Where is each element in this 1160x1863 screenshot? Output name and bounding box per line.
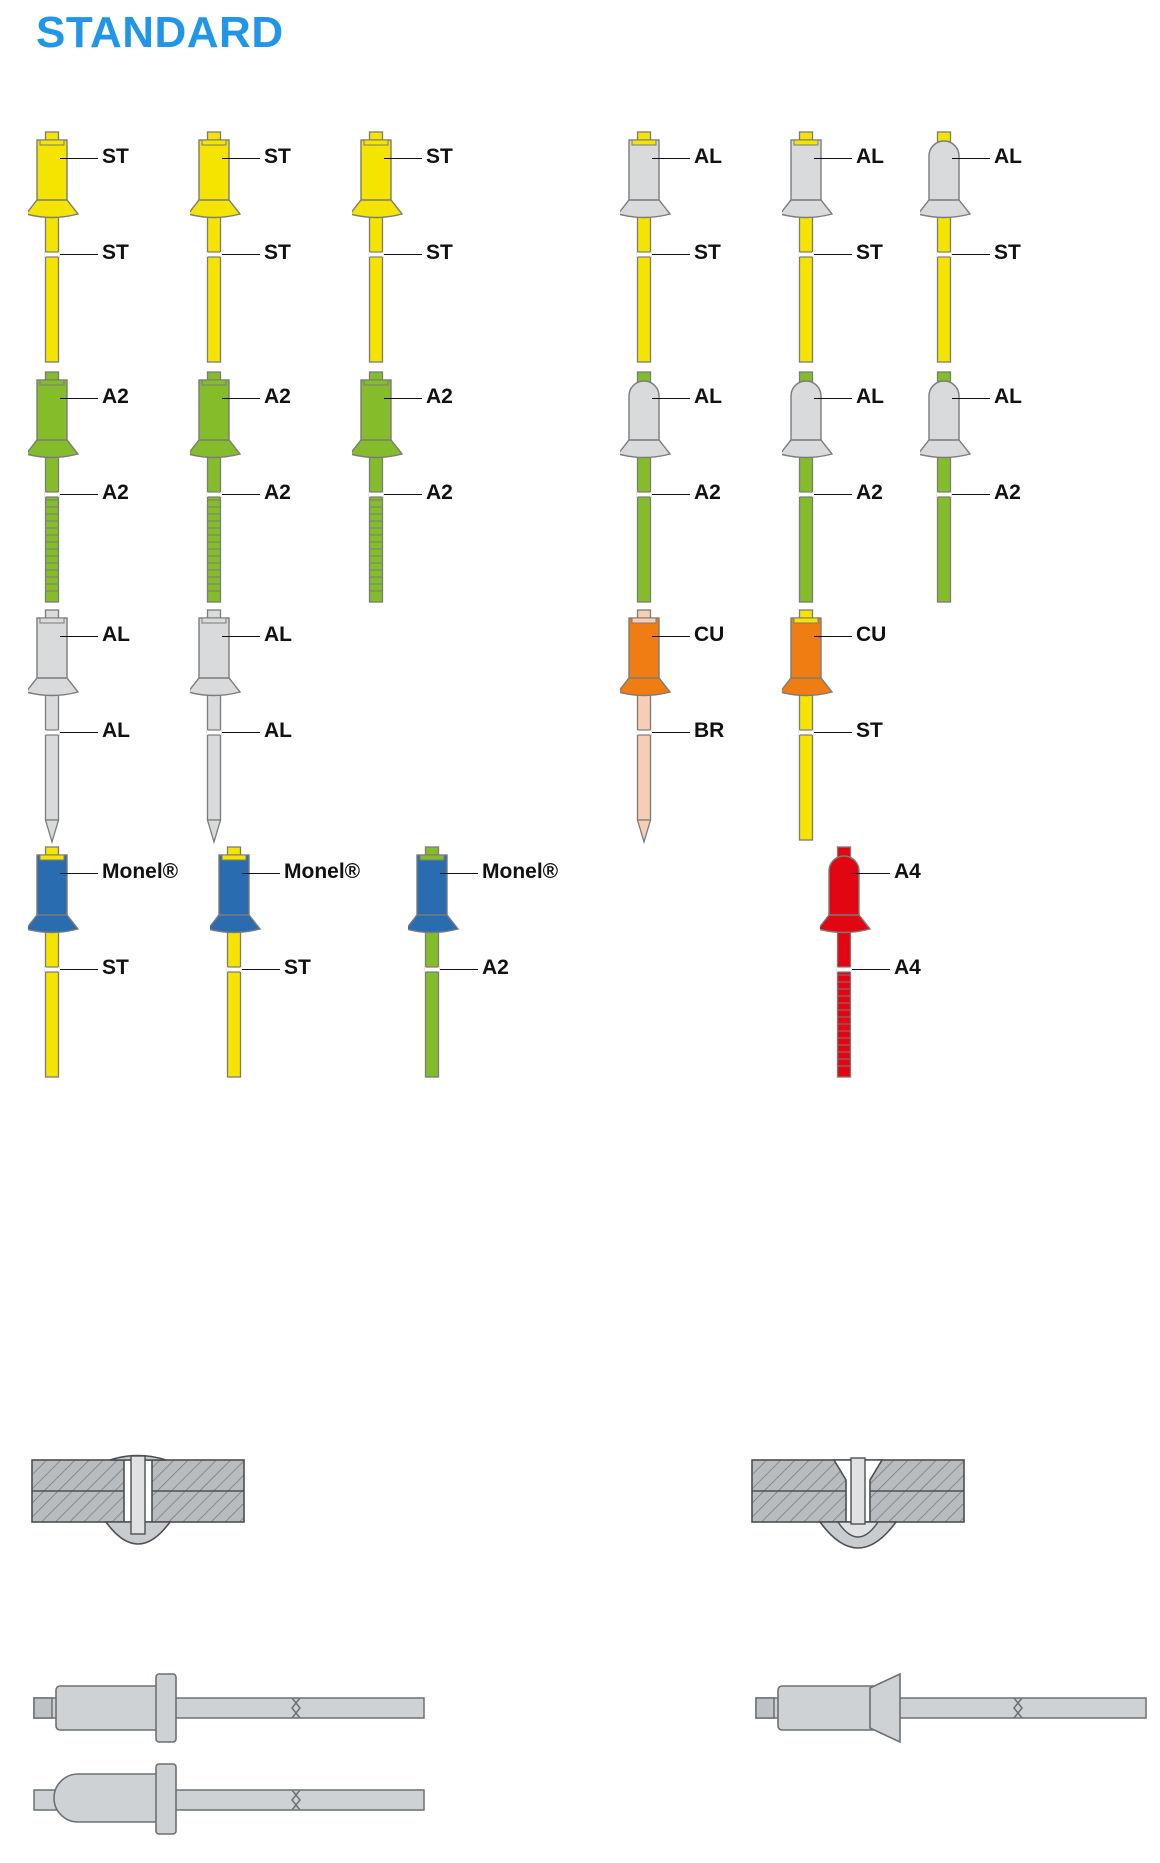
leader-line-r10-body	[652, 398, 690, 399]
leader-line-r16-mandrel	[814, 732, 852, 733]
leader-line-r1-body	[60, 158, 98, 159]
leader-line-r14-mandrel	[222, 732, 260, 733]
leader-line-r11-mandrel	[814, 494, 852, 495]
leader-line-r1-mandrel	[60, 254, 98, 255]
material-label-r1-mandrel: ST	[102, 241, 129, 264]
rivet-drawing	[782, 608, 852, 838]
material-label-r19-body: Monel®	[482, 860, 559, 883]
material-label-r4-mandrel: ST	[694, 241, 721, 264]
leader-line-r18-body	[242, 873, 280, 874]
material-label-r2-body: ST	[264, 145, 291, 168]
material-label-r19-mandrel: A2	[482, 956, 509, 979]
leader-line-r12-mandrel	[952, 494, 990, 495]
rivet-r20	[820, 845, 990, 1075]
leader-line-r12-body	[952, 398, 990, 399]
material-label-r9-mandrel: A2	[426, 481, 453, 504]
leader-line-r13-mandrel	[60, 732, 98, 733]
set-rivet-section-countersunk-head	[748, 1450, 968, 1590]
material-label-r12-mandrel: A2	[994, 481, 1021, 504]
rivet-r1	[28, 130, 198, 360]
rivet-r9	[352, 370, 522, 600]
rivet-side-view-countersunk-head	[748, 1672, 1148, 1744]
rivet-side-view-flat-head	[26, 1672, 426, 1744]
rivet-r7	[28, 370, 198, 600]
material-label-r6-body: AL	[994, 145, 1022, 168]
material-label-r11-mandrel: A2	[856, 481, 883, 504]
material-label-r10-body: AL	[694, 385, 722, 408]
material-label-r14-body: AL	[264, 623, 292, 646]
material-label-r5-body: AL	[856, 145, 884, 168]
rivet-drawing	[782, 370, 852, 600]
rivet-r14	[190, 608, 360, 838]
leader-line-r15-mandrel	[652, 732, 690, 733]
material-label-r17-mandrel: ST	[102, 956, 129, 979]
leader-line-r6-mandrel	[952, 254, 990, 255]
leader-line-r5-mandrel	[814, 254, 852, 255]
leader-line-r6-body	[952, 158, 990, 159]
material-label-r5-mandrel: ST	[856, 241, 883, 264]
leader-line-r8-body	[222, 398, 260, 399]
material-label-r14-mandrel: AL	[264, 719, 292, 742]
rivet-r19	[408, 845, 578, 1075]
leader-line-r2-body	[222, 158, 260, 159]
rivet-r3	[352, 130, 522, 360]
leader-line-r2-mandrel	[222, 254, 260, 255]
material-label-r9-body: A2	[426, 385, 453, 408]
material-label-r8-mandrel: A2	[264, 481, 291, 504]
leader-line-r10-mandrel	[652, 494, 690, 495]
rivet-drawing	[28, 608, 98, 838]
rivet-drawing	[190, 130, 260, 360]
material-label-r6-mandrel: ST	[994, 241, 1021, 264]
rivet-r4	[620, 130, 790, 360]
material-label-r13-mandrel: AL	[102, 719, 130, 742]
leader-line-r11-body	[814, 398, 852, 399]
material-label-r8-body: A2	[264, 385, 291, 408]
rivet-drawing	[820, 845, 890, 1075]
material-label-r3-body: ST	[426, 145, 453, 168]
leader-line-r7-mandrel	[60, 494, 98, 495]
leader-line-r14-body	[222, 636, 260, 637]
rivet-drawing	[408, 845, 478, 1075]
leader-line-r16-body	[814, 636, 852, 637]
material-label-r4-body: AL	[694, 145, 722, 168]
material-label-r1-body: ST	[102, 145, 129, 168]
material-label-r17-body: Monel®	[102, 860, 179, 883]
rivet-r13	[28, 608, 198, 838]
leader-line-r20-body	[852, 873, 890, 874]
material-label-r15-mandrel: BR	[694, 719, 725, 742]
leader-line-r15-body	[652, 636, 690, 637]
leader-line-r20-mandrel	[852, 969, 890, 970]
rivet-side-view-dome-head	[26, 1760, 426, 1840]
material-label-r7-mandrel: A2	[102, 481, 129, 504]
rivet-drawing	[620, 608, 690, 838]
rivet-drawing	[920, 370, 990, 600]
material-label-r12-body: AL	[994, 385, 1022, 408]
material-label-r20-body: A4	[894, 860, 921, 883]
rivet-r10	[620, 370, 790, 600]
rivet-r6	[920, 130, 1090, 360]
leader-line-r19-body	[440, 873, 478, 874]
material-label-r10-mandrel: A2	[694, 481, 721, 504]
material-label-r2-mandrel: ST	[264, 241, 291, 264]
rivet-drawing	[28, 845, 98, 1075]
leader-line-r4-body	[652, 158, 690, 159]
material-label-r13-body: AL	[102, 623, 130, 646]
leader-line-r17-body	[60, 873, 98, 874]
material-label-r18-body: Monel®	[284, 860, 361, 883]
material-label-r7-body: A2	[102, 385, 129, 408]
material-label-r3-mandrel: ST	[426, 241, 453, 264]
rivet-drawing	[28, 130, 98, 360]
leader-line-r13-body	[60, 636, 98, 637]
rivet-drawing	[352, 370, 422, 600]
rivet-drawing	[620, 370, 690, 600]
rivet-r12	[920, 370, 1090, 600]
rivet-r17	[28, 845, 198, 1075]
rivet-drawing	[190, 608, 260, 838]
set-rivet-section-flat-head	[28, 1450, 248, 1590]
rivet-r2	[190, 130, 360, 360]
leader-line-r5-body	[814, 158, 852, 159]
material-label-r20-mandrel: A4	[894, 956, 921, 979]
leader-line-r3-body	[384, 158, 422, 159]
rivet-drawing	[210, 845, 280, 1075]
rivet-drawing	[352, 130, 422, 360]
rivet-drawing	[190, 370, 260, 600]
rivet-drawing	[620, 130, 690, 360]
material-label-r15-body: CU	[694, 623, 725, 646]
material-label-r16-mandrel: ST	[856, 719, 883, 742]
rivet-drawing	[782, 130, 852, 360]
leader-line-r3-mandrel	[384, 254, 422, 255]
leader-line-r8-mandrel	[222, 494, 260, 495]
leader-line-r9-mandrel	[384, 494, 422, 495]
leader-line-r18-mandrel	[242, 969, 280, 970]
leader-line-r17-mandrel	[60, 969, 98, 970]
rivet-r8	[190, 370, 360, 600]
material-label-r11-body: AL	[856, 385, 884, 408]
leader-line-r7-body	[60, 398, 98, 399]
leader-line-r19-mandrel	[440, 969, 478, 970]
page-title: STANDARD	[36, 8, 284, 57]
leader-line-r9-body	[384, 398, 422, 399]
rivet-r15	[620, 608, 790, 838]
material-label-r18-mandrel: ST	[284, 956, 311, 979]
leader-line-r4-mandrel	[652, 254, 690, 255]
material-label-r16-body: CU	[856, 623, 887, 646]
rivet-drawing	[920, 130, 990, 360]
rivet-r16	[782, 608, 952, 838]
rivet-drawing	[28, 370, 98, 600]
rivet-r18	[210, 845, 380, 1075]
